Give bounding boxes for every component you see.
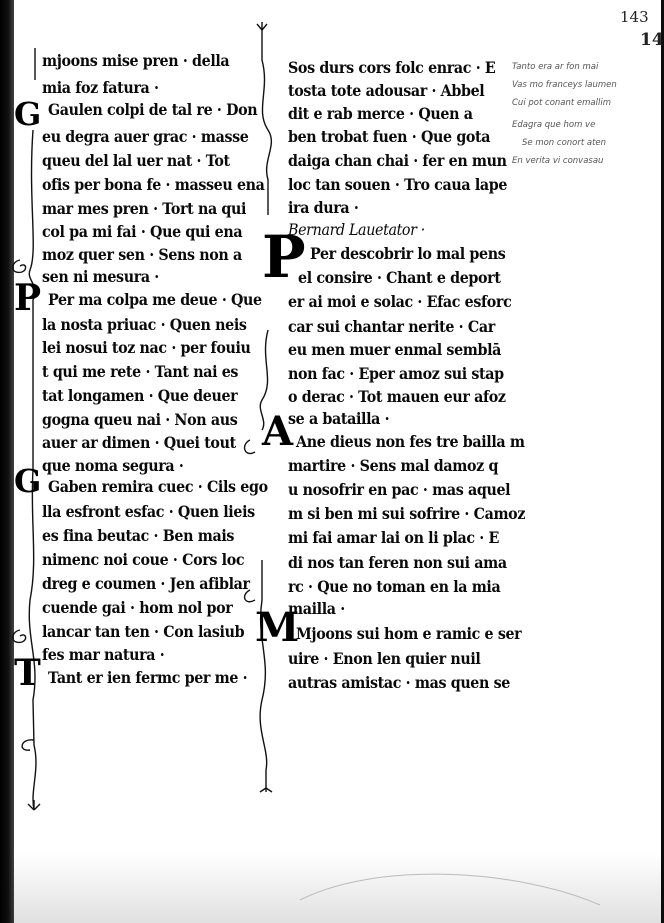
text-line: gogna queu nai · Non aus: [42, 410, 238, 429]
text-line: t qui me rete · Tant nai es: [42, 362, 239, 381]
gloss-line: Vas mo franceys laumen: [512, 80, 617, 90]
text-line: m si ben mi sui sofrire · Camoz: [288, 504, 526, 523]
text-line: moz quer sen · Sens non a: [42, 245, 242, 264]
text-line: tat longamen · Que deuer: [42, 386, 238, 405]
initial-M-1: M: [255, 604, 300, 651]
text-line: es fina beutac · Ben mais: [42, 526, 235, 545]
initial-G-1: G: [14, 95, 42, 133]
text-line: Per ma colpa me deue · Que: [48, 290, 262, 309]
text-line: lla esfront esfac · Quen lieis: [42, 502, 255, 521]
text-line: mar mes pren · Tort na qui: [42, 199, 247, 218]
text-line: dreg e coumen · Jen afiblar: [42, 574, 250, 593]
text-line: el consire · Chant e deport: [298, 268, 501, 287]
text-line: mi fai amar lai on li plac · E: [288, 528, 499, 547]
text-line: tosta tote adousar · Abbel: [288, 81, 485, 100]
text-line: car sui chantar nerite · Car: [288, 317, 495, 336]
initial-T-1: T: [14, 652, 41, 694]
text-line: fes mar natura ·: [42, 645, 165, 664]
text-line: lei nosui toz nac · per fouiu: [42, 338, 251, 357]
text-line: ira dura ·: [288, 198, 359, 217]
text-line: nimenc noi coue · Cors loc: [42, 550, 245, 569]
text-line: uire · Enon len quier nuil: [288, 649, 481, 668]
text-line: lancar tan ten · Con lasiub: [42, 622, 245, 641]
text-line: mjoons mise pren · della: [42, 51, 230, 70]
text-line: er ai moi e solac · Efac esforc: [288, 292, 512, 311]
text-line: o derac · Tot mauen eur afoz: [288, 387, 506, 406]
text-line: la nosta priuac · Quen neis: [42, 315, 247, 334]
text-line: Sos durs cors folc enrac · E: [288, 58, 496, 77]
text-line: cuende gai · hom nol por: [42, 598, 233, 617]
text-line: sen ni mesura ·: [42, 267, 159, 286]
initial-G-2: G: [14, 462, 42, 500]
text-line: rc · Que no toman en la mia: [288, 577, 501, 596]
text-line: mia foz fatura ·: [42, 78, 159, 97]
author-heading: Bernard Lauetator ·: [288, 221, 425, 239]
text-line: eu men muer enmal semblā: [288, 340, 502, 359]
text-line: col pa mi fai · Que qui ena: [42, 222, 243, 241]
initial-P-1: P: [14, 277, 42, 319]
text-line: u nosofrir en pac · mas aquel: [288, 480, 511, 499]
text-line: eu degra auer grac · masse: [42, 127, 249, 146]
text-line: ben trobat fuen · Que gota: [288, 127, 491, 146]
text-line: queu del lal uer nat · Tot: [42, 151, 230, 170]
gloss-line: Tanto era ar fon mai: [512, 62, 599, 72]
initial-A-1: A: [262, 408, 294, 455]
text-line: se a batailla ·: [288, 409, 390, 428]
text-line: Gaben remira cuec · Cils ego: [48, 477, 268, 496]
text-line: Gaulen colpi de tal re · Don: [48, 100, 258, 119]
folio-number-top: 143: [620, 8, 649, 26]
text-line: Mjoons sui hom e ramic e ser: [296, 624, 522, 643]
text-line: Ane dieus non fes tre bailla m: [296, 432, 525, 451]
gloss-line: En verita vi convasau: [512, 156, 604, 166]
text-line: dit e rab merce · Quen a: [288, 104, 473, 123]
text-line: Per descobrir lo mal pens: [310, 244, 506, 263]
text-line: Tant er ien fermc per me ·: [48, 668, 248, 687]
text-line: ofis per bona fe · masseu ena: [42, 175, 265, 194]
text-line: non fac · Eper amoz sui stap: [288, 364, 504, 383]
initial-P-2: P: [262, 223, 306, 291]
folio-number: 14: [640, 30, 664, 50]
text-line: daiga chan chai · fer en mun: [288, 151, 507, 170]
text-line: di nos tan feren non sui ama: [288, 553, 507, 572]
text-line: martire · Sens mal damoz q: [288, 456, 499, 475]
gloss-line: Edagra que hom ve: [512, 120, 596, 130]
gloss-line: Cui pot conant emallim: [512, 98, 611, 108]
text-line: que noma segura ·: [42, 456, 184, 475]
text-line: autras amistac · mas quen se: [288, 673, 510, 692]
text-line: auer ar dimen · Quei tout: [42, 433, 236, 452]
gloss-line: Se mon conort aten: [522, 138, 607, 148]
text-line: loc tan souen · Tro caua lape: [288, 175, 508, 194]
text-line: mailla ·: [288, 599, 345, 618]
